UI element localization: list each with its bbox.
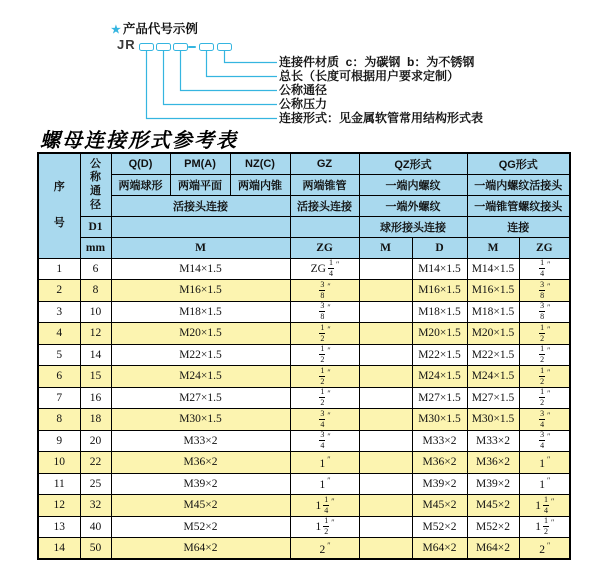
cell-dn: 14 bbox=[80, 344, 111, 366]
header-qz-m: M bbox=[359, 237, 412, 258]
cell-qg-m: M30×1.5 bbox=[467, 409, 519, 431]
cell-gz: 1 $\frac{1}{2}$ ″ bbox=[290, 516, 359, 538]
cell-seq: 2 bbox=[38, 280, 80, 302]
cell-gz: $\frac{3}{8}$ ″ bbox=[290, 301, 359, 323]
cell-seq: 14 bbox=[38, 538, 80, 560]
cell-m: M14×1.5 bbox=[111, 258, 290, 280]
header-pm-sub: 两端平面 bbox=[170, 174, 230, 195]
cell-qg-m: M64×2 bbox=[467, 538, 519, 560]
cell-qz-m bbox=[359, 366, 412, 388]
cell-qz-d: M30×1.5 bbox=[412, 409, 467, 431]
table-row bbox=[38, 538, 570, 560]
cell-seq: 1 bbox=[38, 258, 80, 280]
cell-qg-zg: $\frac{3}{4}$ ″ bbox=[519, 409, 570, 431]
code-box-4 bbox=[199, 43, 214, 51]
cell-m: M36×2 bbox=[111, 452, 290, 474]
header-nz: NZ(C) bbox=[230, 153, 290, 174]
cell-qg-m: M27×1.5 bbox=[467, 387, 519, 409]
cell-m: M27×1.5 bbox=[111, 387, 290, 409]
cell-gz: $\frac{1}{2}$ ″ bbox=[290, 323, 359, 345]
cell-m: M16×1.5 bbox=[111, 280, 290, 302]
code-prefix: JR bbox=[117, 37, 136, 52]
nut-connection-table bbox=[37, 152, 571, 560]
cell-seq: 10 bbox=[38, 452, 80, 474]
cell-dn: 40 bbox=[80, 516, 111, 538]
table-row bbox=[38, 323, 570, 345]
cell-qz-m bbox=[359, 473, 412, 495]
cell-qg-zg: $\frac{1}{2}$ ″ bbox=[519, 387, 570, 409]
cell-dn: 8 bbox=[80, 280, 111, 302]
header-empty-union bbox=[111, 216, 290, 237]
cell-qz-d: M16×1.5 bbox=[412, 280, 467, 302]
cell-qz-d: M39×2 bbox=[412, 473, 467, 495]
cell-qg-m: M24×1.5 bbox=[467, 366, 519, 388]
header-qz-d: D bbox=[412, 237, 467, 258]
cell-qg-zg: $\frac{3}{8}$ ″ bbox=[519, 301, 570, 323]
table-row bbox=[38, 301, 570, 323]
cell-seq: 3 bbox=[38, 301, 80, 323]
cell-gz: ZG $\frac{1}{4}$ ″ bbox=[290, 258, 359, 280]
header-qz-conn: 球形接头连接 bbox=[359, 216, 467, 237]
cell-qz-d: M45×2 bbox=[412, 495, 467, 517]
cell-dn: 32 bbox=[80, 495, 111, 517]
cell-qz-m bbox=[359, 258, 412, 280]
header-qz: QZ形式 bbox=[359, 153, 467, 174]
cell-qg-zg: 1 ″ bbox=[519, 473, 570, 495]
cell-m: M45×2 bbox=[111, 495, 290, 517]
cell-qg-m: M14×1.5 bbox=[467, 258, 519, 280]
cell-qz-d: M27×1.5 bbox=[412, 387, 467, 409]
cell-dn: 12 bbox=[80, 323, 111, 345]
cell-qz-m bbox=[359, 387, 412, 409]
code-label-pressure: 公称压力 bbox=[279, 97, 328, 111]
cell-qg-zg: $\frac{3}{4}$ ″ bbox=[519, 430, 570, 452]
cell-m: M39×2 bbox=[111, 473, 290, 495]
cell-seq: 11 bbox=[38, 473, 80, 495]
cell-gz: 1 ″ bbox=[290, 452, 359, 474]
cell-qz-m bbox=[359, 344, 412, 366]
cell-qz-d: M24×1.5 bbox=[412, 366, 467, 388]
cell-seq: 4 bbox=[38, 323, 80, 345]
cell-m: M64×2 bbox=[111, 538, 290, 560]
cell-gz: $\frac{1}{2}$ ″ bbox=[290, 387, 359, 409]
code-label-material: 连接件材质 c：为碳钢 b：为不锈钢 bbox=[279, 55, 475, 69]
header-gz-conn: 活接头连接 bbox=[290, 195, 359, 216]
cell-qz-m bbox=[359, 495, 412, 517]
header-m: M bbox=[111, 237, 290, 258]
header-empty-gz bbox=[290, 216, 359, 237]
cell-qz-m bbox=[359, 301, 412, 323]
cell-m: M52×2 bbox=[111, 516, 290, 538]
header-qg-sub1: 一端内螺纹活接头 bbox=[467, 174, 570, 195]
code-box-3 bbox=[173, 43, 188, 51]
cell-qz-d: M33×2 bbox=[412, 430, 467, 452]
cell-qg-zg: 1 $\frac{1}{4}$ ″ bbox=[519, 495, 570, 517]
header-qg-sub2: 一端锥管螺纹接头 bbox=[467, 195, 570, 216]
header-row-3 bbox=[38, 195, 570, 216]
cell-m: M30×1.5 bbox=[111, 409, 290, 431]
table-body bbox=[38, 258, 570, 559]
header-union-conn: 活接头连接 bbox=[111, 195, 290, 216]
header-d1: D1 bbox=[80, 216, 111, 237]
cell-seq: 9 bbox=[38, 430, 80, 452]
cell-qz-d: M64×2 bbox=[412, 538, 467, 560]
diagram-title bbox=[111, 19, 198, 37]
cell-qg-zg: $\frac{1}{2}$ ″ bbox=[519, 323, 570, 345]
header-nz-sub: 两端内锥 bbox=[230, 174, 290, 195]
table-row bbox=[38, 387, 570, 409]
header-seq: 序 号 bbox=[38, 153, 80, 258]
cell-qz-m bbox=[359, 452, 412, 474]
cell-gz: $\frac{3}{4}$ ″ bbox=[290, 430, 359, 452]
cell-qg-zg: $\frac{1}{4}$ ″ bbox=[519, 258, 570, 280]
cell-gz: 2 ″ bbox=[290, 538, 359, 560]
cell-qg-zg: 1 $\frac{1}{2}$ ″ bbox=[519, 516, 570, 538]
cell-m: M18×1.5 bbox=[111, 301, 290, 323]
cell-dn: 15 bbox=[80, 366, 111, 388]
table-row bbox=[38, 452, 570, 474]
cell-qg-zg: 2 ″ bbox=[519, 538, 570, 560]
header-row-5 bbox=[38, 237, 570, 258]
cell-dn: 18 bbox=[80, 409, 111, 431]
cell-qz-m bbox=[359, 409, 412, 431]
header-pm: PM(A) bbox=[170, 153, 230, 174]
code-label-connection: 连接形式：见金属软管常用结构形式表 bbox=[279, 111, 484, 125]
cell-qz-d: M20×1.5 bbox=[412, 323, 467, 345]
cell-qz-d: M52×2 bbox=[412, 516, 467, 538]
code-box-1 bbox=[139, 43, 154, 51]
code-box-5 bbox=[217, 43, 232, 51]
cell-qg-zg: $\frac{1}{2}$ ″ bbox=[519, 344, 570, 366]
header-gz-sub: 两端锥管 bbox=[290, 174, 359, 195]
header-qg-m: M bbox=[467, 237, 519, 258]
cell-qg-m: M36×2 bbox=[467, 452, 519, 474]
table-row bbox=[38, 258, 570, 280]
cell-qz-m bbox=[359, 430, 412, 452]
table-row bbox=[38, 344, 570, 366]
header-dn: 公 称 通 径 bbox=[80, 153, 111, 216]
cell-qg-m: M16×1.5 bbox=[467, 280, 519, 302]
table-row bbox=[38, 280, 570, 302]
table-row bbox=[38, 495, 570, 517]
cell-qg-m: M39×2 bbox=[467, 473, 519, 495]
cell-qg-m: M20×1.5 bbox=[467, 323, 519, 345]
table-row bbox=[38, 430, 570, 452]
header-zg: ZG bbox=[290, 237, 359, 258]
cell-gz: 1 ″ bbox=[290, 473, 359, 495]
header-mm: mm bbox=[80, 237, 111, 258]
code-dash bbox=[188, 46, 196, 48]
cell-gz: $\frac{1}{2}$ ″ bbox=[290, 366, 359, 388]
cell-qg-m: M45×2 bbox=[467, 495, 519, 517]
cell-qg-zg: 1 ″ bbox=[519, 452, 570, 474]
header-q: Q(D) bbox=[111, 153, 170, 174]
cell-m: M24×1.5 bbox=[111, 366, 290, 388]
header-qz-sub2: 一端外螺纹 bbox=[359, 195, 467, 216]
cell-seq: 12 bbox=[38, 495, 80, 517]
cell-dn: 22 bbox=[80, 452, 111, 474]
table-row bbox=[38, 366, 570, 388]
cell-qz-d: M36×2 bbox=[412, 452, 467, 474]
cell-seq: 5 bbox=[38, 344, 80, 366]
cell-qg-m: M22×1.5 bbox=[467, 344, 519, 366]
diagram-title-text: 产品代号示例 bbox=[122, 22, 198, 36]
table-row bbox=[38, 516, 570, 538]
cell-qg-zg: $\frac{3}{8}$ ″ bbox=[519, 280, 570, 302]
table-title: 螺母连接形式参考表 bbox=[40, 130, 238, 152]
table-row bbox=[38, 473, 570, 495]
cell-dn: 10 bbox=[80, 301, 111, 323]
cell-m: M20×1.5 bbox=[111, 323, 290, 345]
cell-m: M33×2 bbox=[111, 430, 290, 452]
table-header bbox=[38, 153, 570, 258]
cell-qz-m bbox=[359, 280, 412, 302]
cell-dn: 25 bbox=[80, 473, 111, 495]
cell-dn: 6 bbox=[80, 258, 111, 280]
table-row bbox=[38, 409, 570, 431]
cell-dn: 50 bbox=[80, 538, 111, 560]
cell-gz: $\frac{3}{4}$ ″ bbox=[290, 409, 359, 431]
cell-qg-m: M33×2 bbox=[467, 430, 519, 452]
header-qz-sub1: 一端内螺纹 bbox=[359, 174, 467, 195]
code-label-length: 总长（长度可根据用户要求定制） bbox=[279, 69, 460, 83]
header-row-1 bbox=[38, 153, 570, 174]
cell-gz: $\frac{3}{8}$ ″ bbox=[290, 280, 359, 302]
cell-qz-m bbox=[359, 516, 412, 538]
cell-qz-d: M22×1.5 bbox=[412, 344, 467, 366]
cell-qg-m: M52×2 bbox=[467, 516, 519, 538]
cell-m: M22×1.5 bbox=[111, 344, 290, 366]
code-label-diameter: 公称通径 bbox=[279, 83, 328, 97]
cell-qz-m bbox=[359, 323, 412, 345]
cell-qz-d: M18×1.5 bbox=[412, 301, 467, 323]
header-qg-zg: ZG bbox=[519, 237, 570, 258]
cell-qz-m bbox=[359, 538, 412, 560]
cell-seq: 13 bbox=[38, 516, 80, 538]
header-row-2 bbox=[38, 174, 570, 195]
cell-gz: $\frac{1}{2}$ ″ bbox=[290, 344, 359, 366]
star-icon: ★ bbox=[111, 24, 121, 36]
code-box-2 bbox=[156, 43, 171, 51]
cell-gz: 1 $\frac{1}{4}$ ″ bbox=[290, 495, 359, 517]
header-qg-conn: 连接 bbox=[467, 216, 570, 237]
header-row-4 bbox=[38, 216, 570, 237]
cell-dn: 20 bbox=[80, 430, 111, 452]
cell-qg-zg: $\frac{1}{2}$ ″ bbox=[519, 366, 570, 388]
cell-qz-d: M14×1.5 bbox=[412, 258, 467, 280]
cell-seq: 7 bbox=[38, 387, 80, 409]
cell-dn: 16 bbox=[80, 387, 111, 409]
header-gz: GZ bbox=[290, 153, 359, 174]
header-qg: QG形式 bbox=[467, 153, 570, 174]
cell-seq: 8 bbox=[38, 409, 80, 431]
cell-seq: 6 bbox=[38, 366, 80, 388]
cell-qg-m: M18×1.5 bbox=[467, 301, 519, 323]
header-q-sub: 两端球形 bbox=[111, 174, 170, 195]
